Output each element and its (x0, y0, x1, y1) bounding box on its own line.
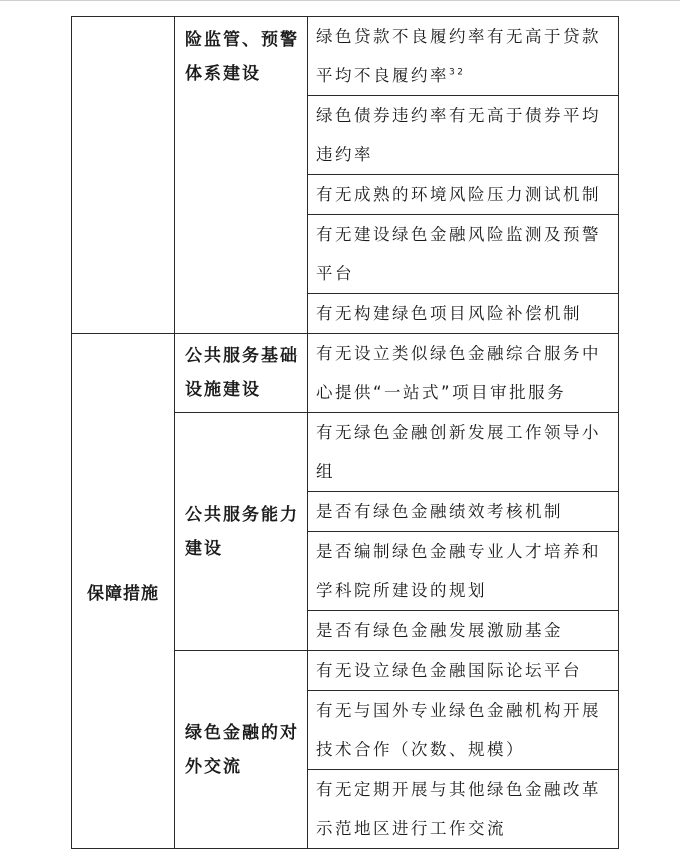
indicator-cell: 是否有绿色金融发展激励基金 (308, 611, 619, 651)
indicator-cell (308, 17, 619, 96)
indicator-cell: 是否编制绿色金融专业人才培养和学科院所建设的规划 (308, 532, 619, 611)
indicator-cell: 有无构建绿色项目风险补偿机制 (308, 294, 619, 334)
indicator-cell: 有无设立绿色金融国际论坛平台 (308, 651, 619, 691)
subgroup-cell: 公共服务基础设施建设 (175, 334, 308, 413)
subgroup-cell: 绿色金融的对外交流 (175, 651, 308, 849)
subgroup-cell: 公共服务能力建设 (175, 413, 308, 651)
subgroup-cell: 险监管、预警体系建设 (175, 17, 308, 334)
table-row (72, 17, 619, 96)
indicator-cell: 有无建设绿色金融风险监测及预警平台 (308, 215, 619, 294)
footnote-ref: 32 (449, 67, 466, 78)
indicator-cell: 有无成熟的环境风险压力测试机制 (308, 175, 619, 215)
indicator-cell: 是否有绿色金融绩效考核机制 (308, 492, 619, 532)
category-cell: 保障措施 (72, 334, 175, 849)
indicator-text: 绿色贷款不良履约率有无高于贷款平均不良履约率 (316, 27, 601, 85)
page-top-border (0, 0, 680, 1)
indicator-cell: 有无绿色金融创新发展工作领导小组 (308, 413, 619, 492)
indicator-cell: 有无与国外专业绿色金融机构开展技术合作（次数、规模） (308, 691, 619, 770)
category-cell (72, 17, 175, 334)
indicator-table (71, 16, 619, 849)
indicator-cell: 绿色债券违约率有无高于债券平均违约率 (308, 96, 619, 175)
indicator-cell: 有无定期开展与其他绿色金融改革示范地区进行工作交流 (308, 770, 619, 849)
table-row (72, 334, 619, 413)
indicator-cell: 有无设立类似绿色金融综合服务中心提供“一站式”项目审批服务 (308, 334, 619, 413)
